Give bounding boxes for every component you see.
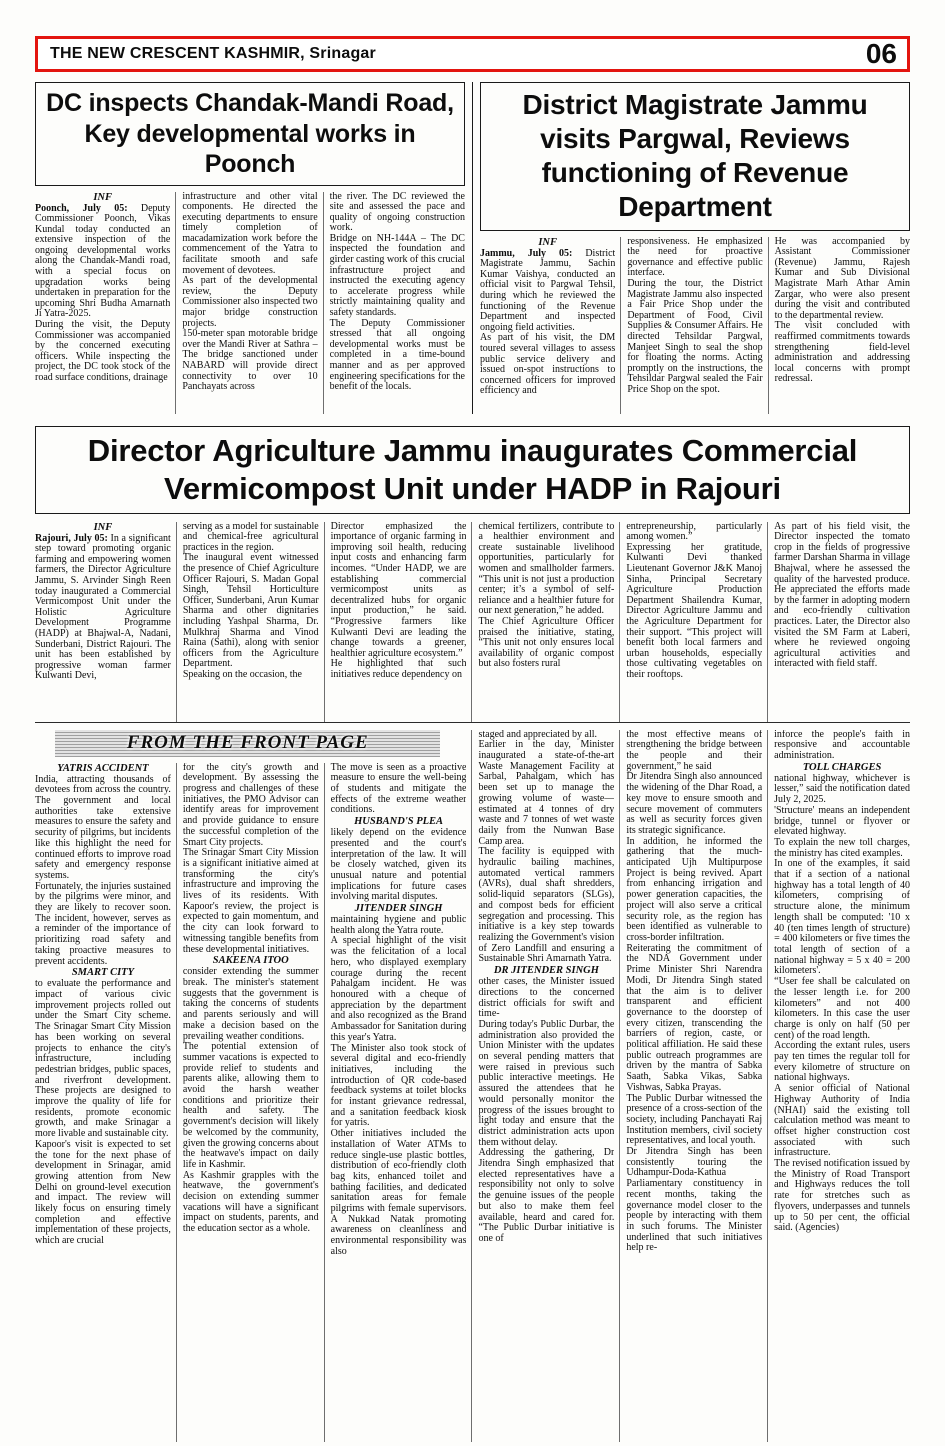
paragraph: Earlier in the day, Minister inaugurated a state-of-the-art Waste Management Facility at Sarbal, Pahalgam, which has been set up to manage the growing volume of waste—estimated at 4 tonnes of dry waste and 7 tonnes of wet waste daily from the Nunwan Base Camp area. — [478, 739, 615, 847]
paragraph: In one of the examples, it said that if a section of a national highway has a total length of 40 kilometers, comprising of structure alone, the minimum length shall be computed: '10 x 40 (ten times length of structure) = 400 kilometers or five times the total length of section of a national highway = 5 x 40 = 200 kilometers'. — [774, 858, 910, 977]
paragraph: During today's Public Durbar, the administration also provided the Union Minister with the updates on several pending matters that were raised in previous such public interactive meetings. He assured the attendees that he would personally monitor the progress of the issues brought to light today and ensure that the district administration acts upon them without delay. — [478, 1018, 615, 1148]
article-headline: DC inspects Chandak-Mandi Road, Key developmental works in Poonch — [35, 82, 465, 186]
paragraph: Other initiatives included the installation of Water ATMs to reduce single-use plastic bottles, distribution of eco-friendly cloth bag kits, enhanced toilet and bathing facilities, and dedicated sanitation areas for female pilgrims with female supervisors. A Nukkad Natak promoting awareness on cleanliness and environmental responsibility was also — [330, 1128, 467, 1257]
dateline: Jammu, July 05: — [480, 247, 586, 259]
paragraph: The potential extension of summer vacations is expected to provide relief to students and parents alike, allowing them to avoid the harsh weather conditions and prioritize their health and safety. The government's decision will likely be welcomed by the community, given the growing concerns about the heatwave's impact on daily life in Kashmir. — [182, 1041, 319, 1170]
article-headline: Director Agriculture Jammu inaugurates Commercial Vermicompost Unit under HADP in Rajouri — [35, 426, 910, 514]
article-column — [480, 237, 615, 414]
paragraph: Addressing the gathering, Dr Jitendra Singh emphasized that elected representatives have a responsibility not only to solve the genuine issues of the people but also to make them feel available, heard and cared for. “The Public Durbar initiative is one of — [478, 1147, 615, 1244]
byline: INF — [93, 521, 113, 533]
paragraph: entrepreneurship, particularly among women.” — [626, 521, 763, 543]
sub-heading: YATRIS ACCIDENT — [57, 762, 149, 774]
paragraph: The Deputy Commissioner stressed that all ongoing developmental works must be completed in a time-bound manner and as per approved engineering specifications for the benefit of the locals. — [329, 317, 465, 393]
article-column — [35, 192, 170, 415]
paragraph: inforce the people's faith in responsive and accountable administration. — [774, 729, 910, 762]
paragraph: India, attracting thousands of devotees from across the country. The government and local authorities take extensive measures to ensure the safety and security of pilgrims, but incidents like this highlight the need for continued efforts to improve road safety and emergency response systems. — [35, 773, 171, 881]
article-column — [175, 192, 317, 415]
paragraph: Dr Jitendra Singh has been consistently touring the Udhampur-Doda-Kathua Parliamentary constituency in recent months, taking the governance model closer to the people by interacting with them in such forums. The Minister underlined that such initiatives help re- — [626, 1146, 763, 1254]
paragraph: Fortunately, the injuries sustained by the pilgrims were minor, and they are likely to recover soon. The incident, however, serves as a reminder of the importance of prioritizing road safety and taking proactive measures to prevent accidents. — [35, 880, 171, 967]
paragraph: Director emphasized the importance of organic farming in improving soil health, reducing input costs and enhancing farm incomes. “Under HADP, we are establishing commercial vermicompost units as decentralized hubs for organic input production,” he said. “Progressive farmers like Kulwanti Devi are leading the change towards a greener, healthier agriculture ecosystem.” — [330, 521, 467, 659]
paragraph: As part of his field visit, the Director inspected the tomato crop in the fields of progressive farmer Darshan Sharma in village Bhajwal, where he assessed the quality of the harvested produce. He appreciated the efforts made by the farmer in adopting modern and eco-friendly cultivation practices. Later, the Director also visited the SM Farm at Laberi, where he reviewed ongoing agricultural activities and interacted with field staff. — [774, 521, 910, 670]
vertical-divider — [472, 82, 473, 414]
paragraph: 'Structure' means an independent bridge, tunnel or flyover or elevated highway. — [774, 804, 910, 838]
dateline: Poonch, July 05: — [35, 202, 141, 214]
paragraph: As part of the developmental review, the Deputy Commissioner also inspected two major bridge construction projects. — [182, 275, 318, 329]
paragraph: the river. The DC reviewed the site and assessed the pace and quality of ongoing construction work. — [329, 191, 465, 234]
masthead-strip — [35, 36, 910, 72]
paragraph: A senior official of National Highway Authority of India (NHAI) said the existing toll calculation method was meant to offset higher construction cost associated with such infrastructure. — [774, 1083, 910, 1159]
paragraph: He was accompanied by Assistant Commissioner (Revenue) Jammu, Rajesh Kumar and Sub Divisional Magistrate Marh Athar Amin Zargar, who were also present during the visit and contributed to the departmental review. — [774, 236, 910, 321]
paragraph: During the tour, the District Magistrate Jammu also inspected a Fair Price Shop under the Department of Food, Civil Supplies & Consumer Affairs. He directed Tehsildar Pargwal, Manjeet Singh to seal the shop for floating the norms. Acting promptly on the instructions, the Tehsildar Pargwal sealed the Fair Price Shop on the spot. — [627, 278, 763, 395]
sub-heading: SMART CITY — [71, 967, 134, 979]
sub-heading: SAKEENA ITOO — [212, 955, 289, 967]
paragraph: maintaining hygiene and public health along the Yatra route. — [330, 914, 467, 936]
paragraph: responsiveness. He emphasized the need for proactive governance and effective public interface. — [627, 236, 763, 279]
sub-heading: TOLL CHARGES — [802, 761, 882, 773]
paragraph: the most effective means of strengthening the bridge between the people and their government,” he said — [626, 729, 763, 772]
paragraph: Poonch, July 05: Deputy Commissioner Poonch, Vikas Kundal today conducted an extensive inspection of the ongoing developmental works along the Chandak-Mandi road, with a special focus on upgradation works being undertaken in preparation for the upcoming Shri Budha Amarnath Ji Yatra-2025. — [35, 202, 171, 320]
paragraph: Dr Jitendra Singh also announced the widening of the Dhar Road, a key move to ensure smooth and secure movement of commuters as well as security forces given its strategic significance. — [626, 771, 763, 836]
paragraph: The Public Durbar witnessed the presence of a cross-section of the society, including Panchayati Raj Institution members, civil society representatives, and local youth. — [626, 1092, 763, 1147]
paragraph: serving as a model for sustainable and chemical-free agricultural practices in the region. — [182, 521, 319, 553]
article-column — [35, 763, 171, 1442]
paragraph: likely depend on the evidence presented and the court's interpretation of the law. It will be closely watched, given its unusual nature and potential implications for future cases involving marital disputes. — [330, 827, 467, 903]
paragraph: The visit concluded with reaffirmed commitments towards strengthening field-level administration and addressing local concerns with prompt redressal. — [774, 320, 910, 385]
paragraph: staged and appreciated by all. — [478, 729, 598, 740]
paragraph: During the visit, the Deputy Commissioner was accompanied by the concerned executing officers. While inspecting the project, the DC took stock of the road surface conditions, drainage — [35, 319, 171, 383]
article-column — [619, 522, 762, 722]
paragraph: As part of his visit, the DM toured several villages to assess public service delivery and issued on-spot instructions to concerned officers for improved efficiency and — [480, 332, 616, 397]
paragraph: The inaugural event witnessed the presence of Chief Agriculture Officer Rajouri, S. Madan Gopal Singh, Tehsil Horticulture Officer, Sunderbani, Arun Kumar Sharma and other dignitaries including Yashpal Sharma, Dr. Mulkhraj Sharma and Vinod Raina (Sathi), along with senior officers from the Agriculture Department. — [182, 552, 319, 670]
article-body — [35, 192, 465, 415]
article-column — [35, 522, 171, 722]
article-column — [176, 763, 319, 1442]
article-column — [323, 192, 465, 415]
sub-heading: JITENDER SINGH — [354, 903, 443, 915]
article-column — [471, 730, 614, 1442]
article-column — [324, 522, 467, 722]
paragraph: To explain the new toll charges, the ministry has cited examples. — [774, 836, 910, 859]
article-body — [35, 522, 910, 722]
article-column — [619, 730, 762, 1442]
article-column — [324, 763, 467, 1442]
article-column — [768, 237, 910, 414]
dateline: Rajouri, July 05: — [35, 532, 111, 544]
paragraph: As Kashmir grapples with the heatwave, the government's decision on extending summer vacations will have a significant impact on students, parents, and the education sector as a whole. — [182, 1169, 319, 1235]
paragraph: The revised notification issued by the Ministry of Road Transport and Highways reduces the toll rate for stretches such as flyovers, underpasses and tunnels up to 50 per cent, the official said. (Agencies) — [774, 1158, 910, 1234]
article-column — [767, 730, 910, 1442]
paragraph: consider extending the summer break. The minister's statement suggests that the government is taking the concerns of students and parents seriously and will make a decision based on the prevailing weather conditions. — [182, 966, 319, 1042]
paragraph: According the extant rules, users pay ten times the regular toll for every kilometre of structure on national highways. — [774, 1040, 910, 1084]
from-front-page-section — [35, 730, 910, 1442]
byline: INF — [93, 191, 112, 203]
page-number: 06 — [865, 38, 897, 69]
paragraph: In addition, he informed the gathering that the much-anticipated Ujh Multipurpose Project is being revived. Apart from enhancing irrigation and power generation capacities, the project will also serve a critical security role, as the region has been identified as vulnerable to cross-border infiltration. — [626, 835, 763, 943]
newspaper-title: THE NEW CRESCENT KASHMIR, Srinagar — [50, 45, 376, 62]
article-body — [480, 237, 910, 414]
paragraph: infrastructure and other vital components. He directed the executing departments to ensure timely completion of macadamization work before the commencement of the Yatra to facilitate smooth and safe movement of devotees. — [182, 191, 318, 276]
sub-heading: DR JITENDER SINGH — [493, 965, 599, 977]
paragraph: other cases, the Minister issued directions to the concerned district officials for swift and time- — [478, 976, 615, 1020]
paragraph: Speaking on the occasion, the — [182, 668, 302, 680]
paragraph: to evaluate the performance and impact of various civic improvement projects rolled out under the Smart City scheme. The Srinagar Smart City Mission has been working on several projects to enhance the city's infrastructure, including pedestrian bridges, public spaces, and riverfront development. These projects are designed to improve the quality of life for residents, promote economic growth, and make Srinagar a more livable and sustainable city. — [35, 978, 171, 1140]
paragraph: The Srinagar Smart City Mission is a significant initiative aimed at transforming the city's infrastructure and improving the lives of its residents. With Kapoor's review, the project is expected to gain momentum, and the city can look forward to witnessing tangible benefits from these developmental initiatives. — [182, 847, 319, 955]
paragraph: 150-meter span motorable bridge over the Mandi River at Sathra – The bridge sanctioned under NABARD will provide direct connectivity to over 10 Panchayats across — [182, 328, 318, 393]
paragraph: A special highlight of the visit was the felicitation of a local hero, who displayed exemplary courage during the recent Pahalgam incident. He was honoured with a cheque of appreciation by the department and also recognized as the Brand Ambassador for Sanitation during this year's Yatra. — [330, 935, 467, 1043]
sub-heading: HUSBAND'S PLEA — [354, 816, 444, 828]
paragraph: Expressing her gratitude, Kulwanti Devi thanked Lieutenant Governor J&K Manoj Sinha, Principal Secretary Agriculture Production Department Shailendra Kumar, Director Agriculture Jammu and the Agriculture Department for their support. “This project will benefit both local farmers and urban households, especially those cultivating vegetables on their rooftops. — [626, 541, 763, 680]
top-articles-row — [35, 82, 910, 414]
paragraph: for the city's growth and development. By assessing the progress and challenges of these initiatives, the PMO Advisor can identify areas for improvement and provide guidance to ensure the successful completion of the Smart City projects. — [182, 762, 319, 848]
paragraph: Rajouri, July 05: In a significant step toward promoting organic farming and empowering women farmers, the Director Agriculture Jammu, S. Arvinder Singh Reen today inaugurated a Commercial Vermicompost Unit under the Holistic Agriculture Development Programme (HADP) at Bhajwal-A, Nadani, Sunderbani, District Rajouri. The unit has been established by progressive woman farmer Kulwanti Devi, — [35, 532, 171, 682]
paragraph: “User fee shall be calculated on the lesser length i.e. for 200 kilometers” and not 400 kilometers. In this case the user charge is only on half (50 per cent) of the road length. — [774, 976, 910, 1041]
paragraph: Reiterating the commitment of the NDA Government under Prime Minister Shri Narendra Modi, Dr Jitendra Singh stated that the aim is to deliver transparent and efficient governance to the doorstep of every citizen, transcending the barriers of region, caste, or political affiliation. He said these public outreach programmes are driven by the mantra of Sabka Saath, Sabka Vikas, Sabka Vishwas, Sabka Prayas. — [626, 942, 763, 1093]
article-headline: District Magistrate Jammu visits Pargwal, Reviews functioning of Revenue Department — [480, 82, 910, 231]
paragraph: Jammu, July 05: District Magistrate Jammu, Sachin Kumar Vaishya, conducted an official visit to Pargwal Tehsil, during which he reviewed the functioning of the Revenue Department and inspected ongoing field activities. — [480, 247, 616, 333]
article-column — [176, 522, 319, 722]
article-column — [767, 522, 910, 722]
paragraph: chemical fertilizers, contribute to a healthier environment and create sustainable livelihood opportunities, particularly for women and smallholder farmers. “This unit is not just a production center; it’s a symbol of self-reliance and a healthier future for our next generation,” he added. — [478, 521, 615, 617]
article-poonch — [35, 82, 465, 414]
paragraph: Kapoor's visit is expected to set the tone for the next phase of development in Srinagar, amid growing attention from New Delhi on ground-level execution and impact. The review will likely focus on ensuring timely completion and effective implementation of these projects, which are crucial — [35, 1138, 171, 1247]
paragraph: national highway, whichever is lesser,” said the notification dated July 2, 2025. — [774, 772, 910, 806]
paragraph: He highlighted that such initiatives reduce dependency on — [330, 658, 467, 680]
article-column — [471, 522, 614, 722]
paragraph: The move is seen as a proactive measure to ensure the well-being of students and mitigate the effects of the extreme weather conditions. — [330, 762, 467, 816]
section-banner: FROM THE FRONT PAGE — [55, 730, 440, 757]
article-rajouri — [35, 426, 910, 722]
paragraph: Bridge on NH-144A – The DC inspected the foundation and girder casting work of this crucial infrastructure project and instructed the executing agency to accelerate progress while strictly maintaining quality and safety standards. — [329, 232, 465, 319]
section-divider — [35, 722, 910, 723]
paragraph: The Chief Agriculture Officer praised the initiative, stating, “This unit not only ensures local availability of organic compost but also fosters rural — [478, 615, 615, 670]
paragraph: The Minister also took stock of several digital and eco-friendly initiatives, including the introduction of QR code-based feedback systems at toilet blocks for instant grievance redressal, and a sanitation feedback kiosk for yatris. — [330, 1042, 467, 1129]
paragraph: The facility is equipped with hydraulic bailing machines, automated vertical rammers (AVRs), dual shaft shredders, solid-liquid separators (SLGs), and compost beds for efficient segregation and processing. This initiative is a key step towards realizing the Government's vision of Zero Landfill and ensuring a Sustainable Shri Amarnath Yatra. — [478, 846, 615, 965]
article-pargwal — [480, 82, 910, 414]
byline: INF — [538, 236, 557, 248]
article-column — [620, 237, 762, 414]
